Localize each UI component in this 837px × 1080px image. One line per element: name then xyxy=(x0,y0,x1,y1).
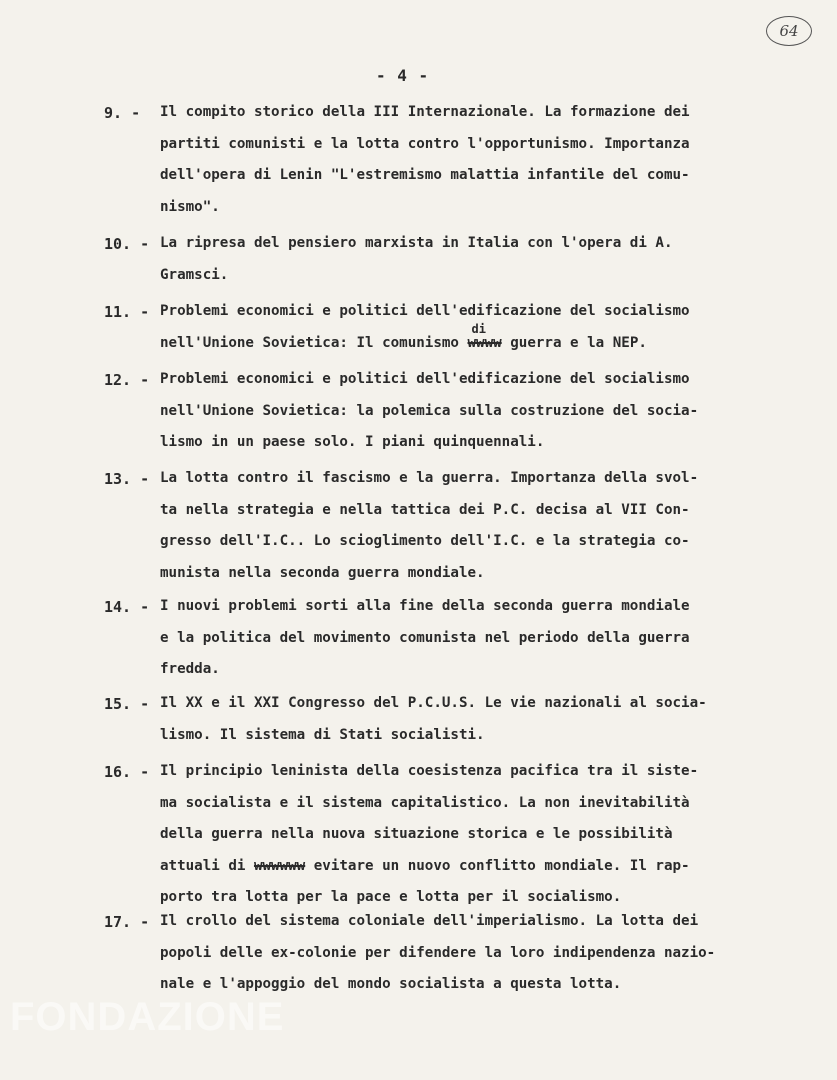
struck-out-word: wwww xyxy=(467,334,502,351)
item-number: 12. - xyxy=(104,371,150,389)
archive-page-stamp: 64 xyxy=(766,16,812,46)
item-text xyxy=(160,688,810,751)
text-line: dell'opera di Lenin "L'estremismo malattia infantile del comu- xyxy=(160,167,690,183)
text-line: partiti comunisti e la lotta contro l'opportunismo. Importanza xyxy=(160,135,690,152)
text-line: fredda. xyxy=(160,661,220,677)
text-line: porto tra lotta per la pace e lotta per il socialismo. xyxy=(160,889,622,905)
text-line: Il principio leninista della coesistenza pacifica tra il siste- xyxy=(160,763,699,779)
item-number: 15. - xyxy=(104,695,150,713)
text-fragment: evitare un nuovo conflitto mondiale. Il rap- xyxy=(313,857,690,874)
text-fragment: guerra e la NEP. xyxy=(510,334,647,351)
text-line: La lotta contro il fascismo e la guerra. Importanza della svol- xyxy=(160,470,699,486)
item-text xyxy=(160,906,810,1001)
text-line: gresso dell'I.C.. Lo scioglimento dell'I.C. e la strategia co- xyxy=(160,533,690,549)
page-number: - 4 - xyxy=(376,66,430,85)
text-line-with-correction xyxy=(160,321,810,360)
text-line: ta nella strategia e nella tattica dei P.C. decisa al VII Con- xyxy=(160,501,690,518)
text-line: della guerra nella nuova situazione storica e le possibilità xyxy=(160,826,673,842)
text-line: e la politica del movimento comunista nel periodo della guerra xyxy=(160,629,690,646)
text-line-with-correction xyxy=(160,851,810,883)
text-line: Gramsci. xyxy=(160,266,229,283)
item-number: 14. - xyxy=(104,598,150,616)
item-text xyxy=(160,591,810,686)
item-text xyxy=(160,364,810,459)
text-fragment: attuali di xyxy=(160,857,246,874)
text-line: lismo. Il sistema di Stati socialisti. xyxy=(160,726,485,743)
item-number: 11. - xyxy=(104,303,150,321)
text-line: nale e l'appoggio del mondo socialista a questa lotta. xyxy=(160,976,622,992)
item-text xyxy=(160,296,810,359)
item-number: 17. - xyxy=(104,913,150,931)
text-line: popoli delle ex-colonie per difendere la loro indipendenza nazio- xyxy=(160,944,716,961)
text-line: Il compito storico della III Internazionale. La formazione dei xyxy=(160,104,690,120)
item-number: 10. - xyxy=(104,235,150,253)
text-line: ma socialista e il sistema capitalistico. La non inevitabilità xyxy=(160,794,690,811)
text-line: I nuovi problemi sorti alla fine della seconda guerra mondiale xyxy=(160,598,690,614)
text-fragment: nell'Unione Sovietica: Il comunismo xyxy=(160,334,459,351)
struck-out-word: wwwwww xyxy=(253,857,306,874)
text-line: Problemi economici e politici dell'edificazione del socialismo xyxy=(160,303,690,319)
archive-watermark: FONDAZIONE xyxy=(10,995,285,1039)
item-text xyxy=(160,463,810,589)
text-line: La ripresa del pensiero marxista in Italia con l'opera di A. xyxy=(160,235,673,251)
text-line: lismo in un paese solo. I piani quinquennali. xyxy=(160,434,545,450)
inserted-word: di xyxy=(471,321,486,336)
text-line: nismo". xyxy=(160,198,220,215)
item-text xyxy=(160,228,810,291)
item-number: 16. - xyxy=(104,763,150,781)
text-line: Il XX e il XXI Congresso del P.C.U.S. Le vie nazionali al socia- xyxy=(160,695,707,711)
item-number: 13. - xyxy=(104,470,150,488)
text-line: munista nella seconda guerra mondiale. xyxy=(160,564,485,581)
item-number: 9. - xyxy=(104,104,141,122)
text-line: nell'Unione Sovietica: la polemica sulla costruzione del socia- xyxy=(160,402,699,419)
handwritten-correction xyxy=(467,321,502,360)
item-text xyxy=(160,756,810,914)
item-text xyxy=(160,97,810,223)
text-line: Il crollo del sistema coloniale dell'imperialismo. La lotta dei xyxy=(160,913,699,929)
text-line: Problemi economici e politici dell'edificazione del socialismo xyxy=(160,371,690,387)
